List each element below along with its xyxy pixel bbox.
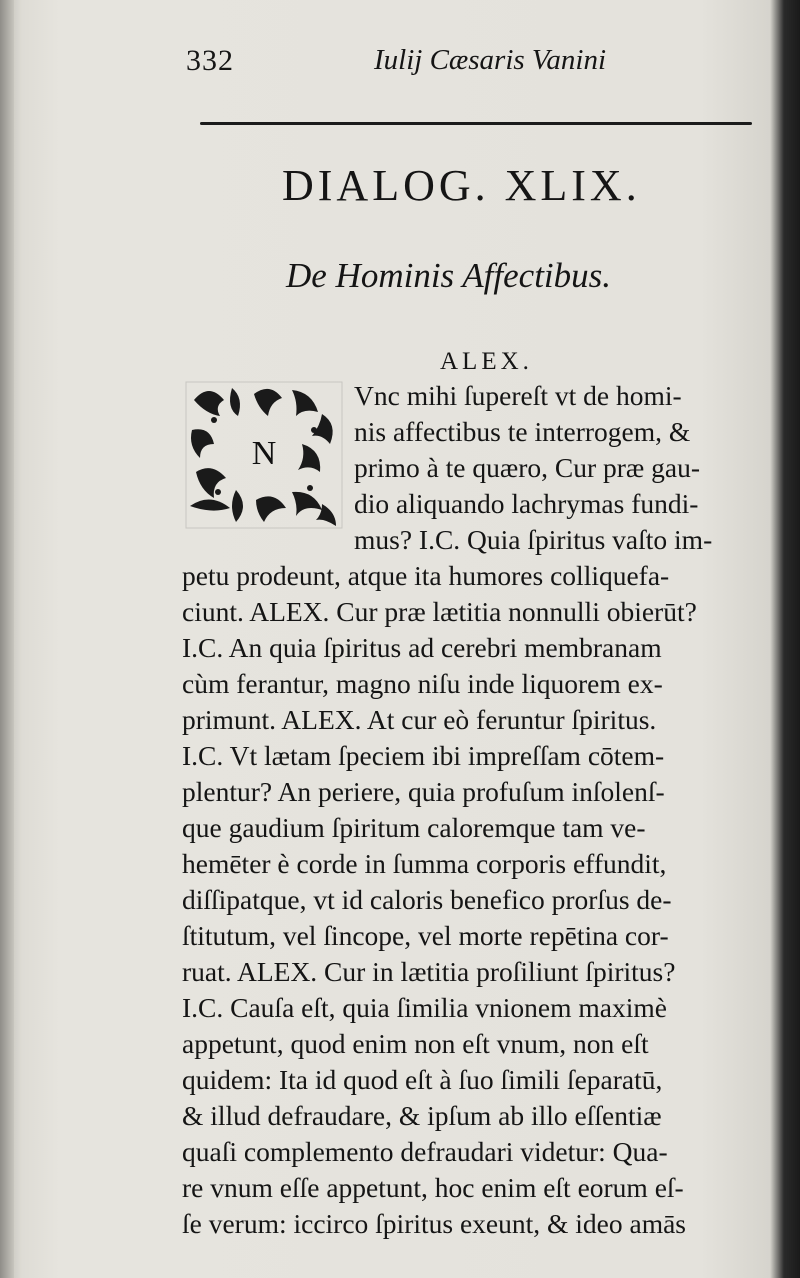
decorated-initial bbox=[184, 380, 344, 530]
text-line: petu prodeunt, atque ita humores colliquefa- bbox=[182, 560, 670, 591]
text-line: mus? I.C. Quia ſpiritus vaſto im- bbox=[354, 524, 713, 555]
text-line: ciunt. ALEX. Cur præ lætitia nonnulli obierūt? bbox=[182, 596, 697, 627]
text-line: primunt. ALEX. At cur eò feruntur ſpiritus. bbox=[182, 704, 657, 735]
text-line: ſe verum: iccirco ſpiritus exeunt, & ideo amās bbox=[182, 1208, 687, 1239]
page-number: 332 bbox=[186, 44, 234, 77]
page-header bbox=[186, 44, 766, 94]
text-line: nis affectibus te interrogem, & bbox=[354, 416, 691, 447]
text-line: I.C. Cauſa eſt, quia ſimilia vnionem maximè bbox=[182, 992, 667, 1023]
text-line: quidem: Ita id quod eſt à ſuo ſimili ſeparatū, bbox=[182, 1064, 663, 1095]
text-line: I.C. Vt lætam ſpeciem ibi impreſſam cōtem- bbox=[182, 740, 665, 771]
text-line: Vnc mihi ſupereſt vt de homi- bbox=[354, 380, 682, 411]
text-line: I.C. An quia ſpiritus ad cerebri membranam bbox=[182, 632, 662, 663]
running-head: Iulij Cæsaris Vanini bbox=[374, 44, 607, 76]
text-line: ruat. ALEX. Cur in lætitia proſiliunt ſpiritus? bbox=[182, 956, 676, 987]
speaker-label: ALEX. bbox=[440, 348, 533, 375]
text-line: quaſi complemento defraudari videtur: Qua- bbox=[182, 1136, 668, 1167]
dialog-title: DIALOG. XLIX. bbox=[282, 161, 641, 210]
text-line: ſtitutum, vel ſincope, vel morte repētina cor- bbox=[182, 920, 669, 951]
text-line: que gaudium ſpiritum caloremque tam ve- bbox=[182, 812, 646, 843]
text-line: dio aliquando lachrymas fundi- bbox=[354, 488, 699, 519]
text-line: diſſipatque, vt id caloris benefico prorſus de- bbox=[182, 884, 672, 915]
text-line: hemēter è corde in ſumma corporis effundit, bbox=[182, 848, 667, 879]
initial-letter: N bbox=[251, 435, 277, 472]
text-line: & illud defraudare, & ipſum ab illo eſſentiæ bbox=[182, 1100, 662, 1131]
text-line: cùm ferantur, magno niſu inde liquorem ex- bbox=[182, 668, 663, 699]
text-line: appetunt, quod enim non eſt vnum, non eſt bbox=[182, 1028, 649, 1059]
dialog-subtitle: De Hominis Affectibus. bbox=[286, 256, 612, 295]
text-line: primo à te quæro, Cur præ gau- bbox=[354, 452, 700, 483]
header-rule bbox=[200, 122, 752, 125]
text-line: re vnum eſſe appetunt, hoc enim eſt eorum eſ- bbox=[182, 1172, 684, 1203]
text-line: plentur? An periere, quia profuſum inſolenſ- bbox=[182, 776, 665, 807]
book-spine-shadow bbox=[0, 0, 14, 1278]
